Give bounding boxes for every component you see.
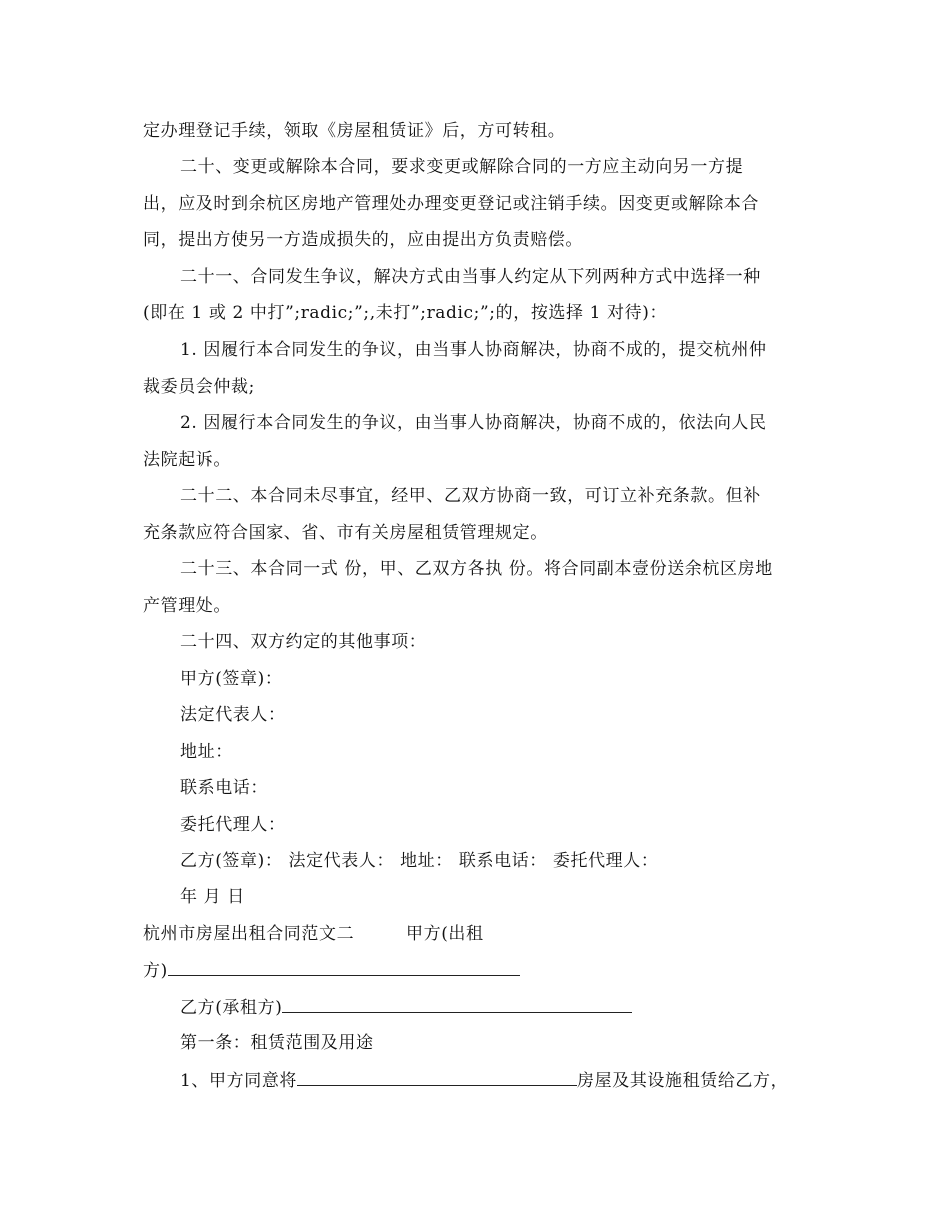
legal-rep-label: 法定代表人： xyxy=(180,705,286,725)
text-line: 产管理处。 xyxy=(143,596,231,616)
agent-label: 委托代理人： xyxy=(180,815,286,835)
tenant-blank xyxy=(282,996,632,1013)
clause-22: 二十二、本合同未尽事宜，经甲、乙双方协商一致，可订立补充条款。但补 xyxy=(180,486,761,506)
landlord-label-end: 方) xyxy=(143,961,168,981)
option-2: 2. 因履行本合同发生的争议，由当事人协商解决，协商不成的，依法向人民 xyxy=(180,413,767,433)
landlord-line xyxy=(143,959,520,982)
item-1-prefix: 1、甲方同意将 xyxy=(180,1071,298,1091)
text-line: 出，应及时到余杭区房地产管理处办理变更登记或注销手续。因变更或解除本合 xyxy=(143,194,759,214)
party-a-seal-label: 甲方(签章)： xyxy=(180,669,283,689)
clause-20: 二十、变更或解除本合同，要求变更或解除合同的一方应主动向另一方提 xyxy=(180,157,744,177)
party-b-signature-line: 乙方(签章)： 法定代表人： 地址： 联系电话： 委托代理人： xyxy=(180,851,659,871)
sample-two-title: 杭州市房屋出租合同范文二 xyxy=(143,924,355,944)
tenant-label: 乙方(承租方) xyxy=(180,998,283,1018)
text-line: 充条款应符合国家、省、市有关房屋租赁管理规定。 xyxy=(143,523,548,543)
article-1-heading: 第一条：租赁范围及用途 xyxy=(180,1033,374,1053)
clause-23: 二十三、本合同一式 份，甲、乙双方各执 份。将合同副本壹份送余杭区房地 xyxy=(180,559,773,579)
item-1-suffix: 房屋及其设施租赁给乙方， xyxy=(577,1071,789,1091)
landlord-label: 甲方(出租 xyxy=(406,924,484,944)
option-1: 1. 因履行本合同发生的争议，由当事人协商解决，协商不成的，提交杭州仲 xyxy=(180,340,767,360)
property-blank xyxy=(297,1069,577,1086)
date-line: 年 月 日 xyxy=(180,887,245,907)
landlord-blank xyxy=(168,959,520,976)
text-line: 裁委员会仲裁; xyxy=(143,377,255,397)
text-line: 法院起诉。 xyxy=(143,450,231,470)
text-line: 同，提出方使另一方造成损失的，应由提出方负责赔偿。 xyxy=(143,230,583,250)
article-1-item-1 xyxy=(180,1069,788,1092)
text-line: (即在 1 或 2 中打”;radic;”;,未打”;radic;”;的，按选择 1 对待)： xyxy=(143,303,668,323)
clause-24: 二十四、双方约定的其他事项： xyxy=(180,632,427,652)
phone-label: 联系电话： xyxy=(180,778,268,798)
text-line: 定办理登记手续，领取《房屋租赁证》后，方可转租。 xyxy=(143,121,566,141)
clause-21: 二十一、合同发生争议，解决方式由当事人约定从下列两种方式中选择一种 xyxy=(180,267,761,287)
address-label: 地址： xyxy=(180,742,233,762)
tenant-line xyxy=(180,996,632,1019)
